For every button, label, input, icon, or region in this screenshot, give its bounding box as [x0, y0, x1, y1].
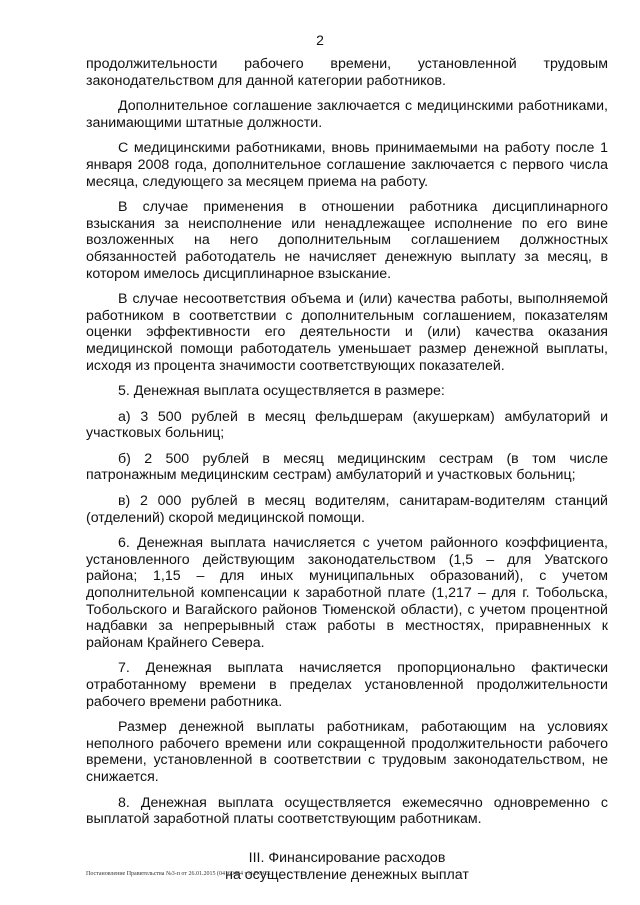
section-heading-line2: на осуществление денежных выплат: [225, 866, 469, 883]
paragraph-item-5a: а) 3 500 рублей в месяц фельдшерам (акушеркам) амбулаторий и участковых больниц;: [86, 408, 608, 442]
paragraph-item-7: 7. Денежная выплата начисляется пропорционально фактически отработанному времени в пределах установленной продолжительности рабочего времени работника.: [86, 660, 608, 710]
section-heading-line1: III. Финансирование расходов: [248, 849, 446, 866]
paragraph-item-6: 6. Денежная выплата начисляется с учетом районного коэффициента, установленного действующим законодательством (1,5 – для Уватского района; 1,15 – для иных муниципальных образований), с учетом дополнительной компенсации к заработной плате (1,217 – для г. Тобольска, Тобольского и Вагайского районов Тюменской области), с учетом процентной надбавки за непрерывный стаж работы в местностях, приравненных к районам Крайнего Севера.: [86, 535, 608, 651]
paragraph-item-5b: б) 2 500 рублей в месяц медицинским сестрам (в том числе патронажным медицинским сестрам) амбулаторий и участковых больниц;: [86, 450, 608, 484]
paragraph: Дополнительное соглашение заключается с медицинскими работниками, занимающими штатные должности.: [86, 98, 608, 131]
paragraph-continuation: продолжительности рабочего времени, установленной трудовым законодательством для данной категории работников.: [86, 56, 608, 89]
page-number: 2: [316, 32, 324, 48]
paragraph: С медицинскими работниками, вновь принимаемыми на работу после 1 января 2008 года, дополнительное соглашение заключается с первого числа месяца, следующего за месяцем приема на работу.: [86, 140, 608, 190]
paragraph-item-5: 5. Денежная выплата осуществляется в размере:: [118, 383, 445, 400]
document-body: [86, 56, 608, 884]
paragraph-item-8: 8. Денежная выплата осуществляется ежемесячно одновременно с выплатой заработной платы соответствующим работникам.: [86, 794, 608, 828]
document-footer: Постановление Правительства №3-п от 26.01.2015 (04160464 v1).DOCX: [86, 871, 271, 877]
paragraph: В случае несоответствия объема и (или) качества работы, выполняемой работником в соответствии с дополнительным соглашением, показателям оценки эффективности его деятельности и (или) качества оказания медицинской помощи работодатель уменьшает размер денежной выплаты, исходя из процента значимости соответствующих показателей.: [86, 291, 608, 374]
paragraph: Размер денежной выплаты работникам, работающим на условиях неполного рабочего времени или сокращенной продолжительности рабочего времени, установленной в соответствии с трудовым законодательством, не снижается.: [86, 719, 608, 785]
paragraph-item-5c: в) 2 000 рублей в месяц водителям, санитарам-водителям станций (отделений) скорой медицинской помощи.: [86, 493, 608, 526]
section-heading: [86, 850, 608, 884]
paragraph: В случае применения в отношении работника дисциплинарного взыскания за неисполнение или ненадлежащее исполнение по его вине возложенных на него дополнительным соглашением должностных обязанностей работодатель не начисляет денежную выплату за месяц, в котором имелось дисциплинарное взыскание.: [86, 199, 608, 282]
